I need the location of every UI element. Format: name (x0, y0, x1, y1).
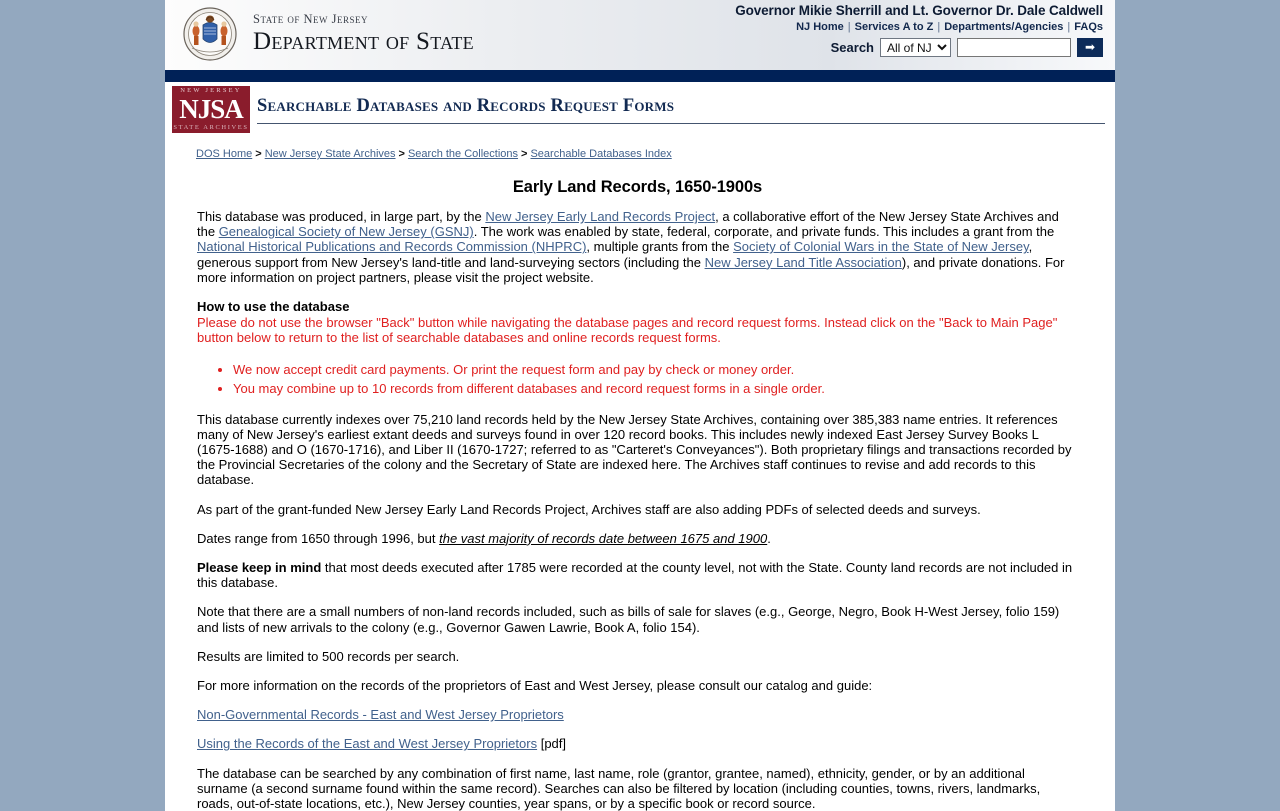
nav-separator: | (847, 21, 851, 33)
catalog-intro-paragraph: For more information on the records of the proprietors of East and West Jersey, please consult our catalog and guide: (197, 678, 873, 694)
intro-text-4: , multiple grants from the (586, 239, 734, 255)
nav-separator: | (937, 21, 941, 33)
intro-text-5: , generous support from New Jersey's land-title and land-surveying sectors (including the (197, 239, 1033, 270)
date-range-text-before: Dates range from 1650 through 1996, but (197, 530, 440, 546)
navy-divider-bar (165, 70, 1115, 82)
list-item: • We now accept credit card payments. Or print the request form and pay by check or money order. (233, 360, 1078, 379)
breadcrumb-item-search-collections[interactable]: Search the Collections (407, 148, 519, 160)
how-to-heading: How to use the database (197, 299, 350, 315)
arrow-right-icon: ➡ (1084, 40, 1096, 54)
intro-text-6: ), and private donations. For more information on project partners, please visit the project website. (197, 254, 1065, 285)
date-range-paragraph (197, 531, 1078, 546)
intro-text-1: This database was produced, in large part, by the (197, 209, 486, 224)
date-range-text-after: . (767, 530, 771, 546)
page-container (165, 0, 1115, 811)
state-label: State of New Jersey (253, 12, 368, 26)
keep-in-mind-paragraph (197, 560, 1078, 590)
search-fields-paragraph: The database can be searched by any combination of first name, last name, role (grantor, grantee, named), ethnicity, gender, or by an additional surname (a second surname found within the same record). Searches can also be filtered by location (including counties, towns, rivers, landmarks, roads, out-of-state locations, etc.), New Jersey counties, year spans, or by a specific book or record source. (197, 765, 1041, 811)
nav-item-departments-agencies[interactable]: Departments/Agencies (944, 21, 1064, 33)
catalog-link-2-paragraph (197, 736, 1078, 751)
link-nj-land-title-association[interactable]: New Jersey Land Title Association (704, 254, 902, 270)
keep-in-mind-lead: Please keep in mind (197, 560, 322, 576)
list-item: • You may combine up to 10 records from different databases and record request forms in a single order. (233, 379, 1078, 398)
njsa-logo-top-text: NEW JERSEY (180, 87, 242, 94)
nav-item-services-a-to-z[interactable]: Services A to Z (854, 21, 934, 33)
department-title: Department of State (253, 27, 474, 55)
breadcrumb-item-dos-home[interactable]: DOS Home (196, 148, 253, 160)
breadcrumb-item-state-archives[interactable]: New Jersey State Archives (264, 148, 396, 160)
top-nav (735, 21, 1103, 33)
archives-header (165, 82, 1115, 142)
great-seal-icon (183, 7, 237, 61)
search-input[interactable] (957, 38, 1071, 57)
department-wordmark (253, 13, 474, 57)
stats-paragraph: This database currently indexes over 75,210 land records held by the New Jersey State Archives, containing over 385,383 name entries. It references many of New Jersey's earliest extant deeds and surveys found in over 120 record books. This includes newly indexed East Jersey Survey Books L (1675-1688) and O (1670-1716), and Liber II (1670-1727; referred to as "Carteret's Conveyances"). Both proprietary filings and transactions recorded by the Provincial Secretaries of the colony and the Secretary of State are indexed here. The Archives staff continues to revise and add records to this database. (197, 411, 1072, 488)
archives-banner-title: Searchable Databases and Records Request Forms (257, 96, 1105, 124)
intro-text-2: , a collaborative effort of the New Jersey State Archives and the (197, 209, 1059, 240)
site-search-form (735, 38, 1103, 57)
link-gsnj[interactable]: Genealogical Society of New Jersey (GSNJ) (218, 224, 474, 240)
page-title: Early Land Records, 1650-1900s (512, 178, 763, 196)
link-using-records-proprietors[interactable]: Using the Records of the East and West Jersey Proprietors (197, 736, 538, 752)
governor-line: Governor Mikie Sherrill and Lt. Governor Dr. Dale Caldwell (735, 3, 1103, 18)
state-header (165, 0, 1115, 70)
breadcrumb-separator: > (398, 148, 405, 160)
alert-bullet-list (197, 360, 1078, 398)
breadcrumb-separator: > (521, 148, 528, 160)
link-nhprc[interactable]: National Historical Publications and Records Commission (NHPRC) (197, 239, 587, 255)
nav-item-faqs[interactable]: FAQs (1074, 21, 1103, 33)
results-limit-paragraph: Results are limited to 500 records per search. (197, 648, 460, 664)
pdf-paragraph: As part of the grant-funded New Jersey Early Land Records Project, Archives staff are also adding PDFs of selected deeds and surveys. (197, 501, 981, 517)
search-label: Search (830, 40, 874, 55)
nav-separator: | (1067, 21, 1071, 33)
breadcrumb-item-databases-index[interactable]: Searchable Databases Index (530, 148, 672, 160)
breadcrumb-separator: > (255, 148, 262, 160)
breadcrumb (165, 142, 1115, 160)
main-content (165, 178, 1115, 811)
catalog-link-1-paragraph (197, 707, 1078, 722)
njsa-logo[interactable] (172, 86, 250, 133)
njsa-logo-monogram: NJSA (179, 94, 243, 124)
intro-paragraph (197, 209, 1078, 285)
non-land-records-paragraph: Note that there are a small numbers of non-land records included, such as bills of sale for slaves (e.g., George, Negro, Book H-West Jersey, folio 159) and lists of new arrivals to the colony (e.g., Governor Gawen Lawrie, Book A, folio 154). (197, 604, 1060, 635)
link-early-land-records-project[interactable]: New Jersey Early Land Records Project (485, 209, 716, 224)
link-non-governmental-records[interactable]: Non-Governmental Records - East and West Jersey Proprietors (197, 707, 564, 723)
nav-item-nj-home[interactable]: NJ Home (796, 21, 844, 33)
date-range-emphasis: the vast majority of records date between 1675 and 1900 (439, 530, 768, 546)
link-society-colonial-wars[interactable]: Society of Colonial Wars in the State of New Jersey (733, 239, 1029, 255)
keep-in-mind-rest: that most deeds executed after 1785 were recorded at the county level, not with the State. County land records are not included in this database. (197, 560, 1073, 591)
governor-nav-block (735, 3, 1103, 57)
intro-text-3: . The work was enabled by state, federal, corporate, and private funds. This includes a grant from the (473, 224, 1055, 240)
njsa-logo-bottom-text: STATE ARCHIVES (173, 124, 249, 131)
pdf-tag: [pdf] (537, 736, 567, 752)
back-button-warning: Please do not use the browser "Back" button while navigating the database pages and record request forms. Instead click on the "Back to Main Page" button below to return to the list of searchable databases and online records request forms. (197, 315, 1058, 346)
search-submit-button[interactable] (1077, 38, 1103, 57)
search-scope-select[interactable] (880, 38, 951, 57)
